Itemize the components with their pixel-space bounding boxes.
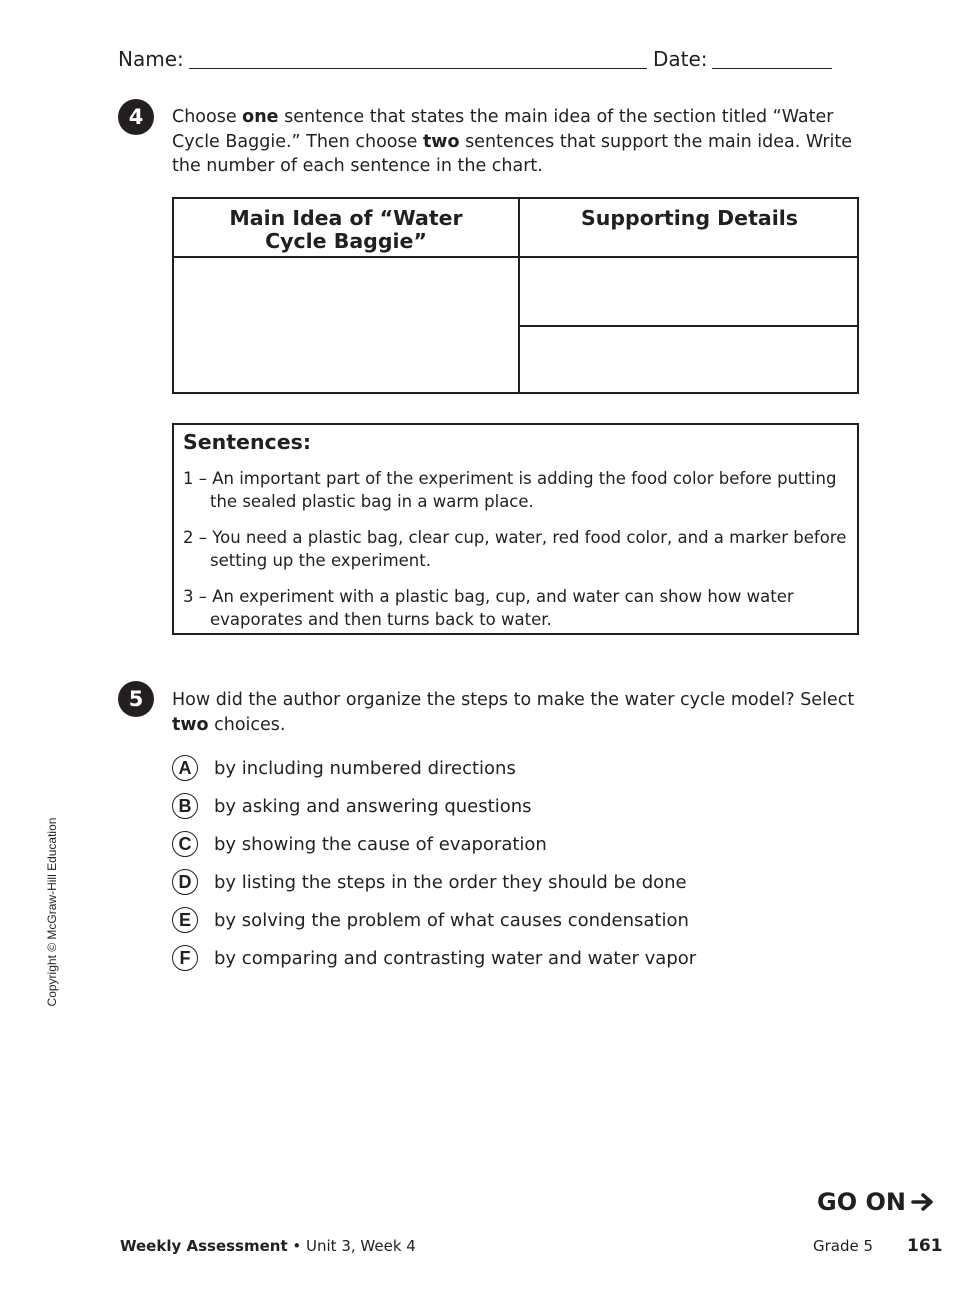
copyright-notice: Copyright © McGraw-Hill Education — [45, 817, 59, 1007]
page-number: 161 — [907, 1236, 943, 1256]
supporting-detail-cell-2[interactable] — [520, 327, 857, 392]
choice-d-text: by listing the steps in the order they should be done — [214, 871, 687, 893]
arrow-right-icon — [911, 1192, 935, 1212]
choice-c-text: by showing the cause of evaporation — [214, 833, 547, 855]
choice-a-bubble[interactable]: A — [172, 755, 198, 781]
main-idea-chart — [172, 197, 859, 394]
footer-unit-week: • Unit 3, Week 4 — [292, 1237, 416, 1255]
question-4-prompt: Choose one sentence that states the main idea of the section titled “Water Cycle Baggie.” Then choose two sentences that support the main idea. Write the number of each sentence in the chart. — [172, 107, 853, 176]
choice-e-text: by solving the problem of what causes condensation — [214, 909, 689, 931]
sentence-2: 2 – You need a plastic bag, clear cup, water, red food color, and a marker before setting up the experiment. — [183, 528, 847, 570]
choice-d[interactable] — [172, 867, 687, 897]
footer-assessment-info — [120, 1236, 416, 1256]
sentence-3: 3 – An experiment with a plastic bag, cup, and water can show how water evaporates and then turns back to water. — [183, 587, 794, 629]
choice-c-bubble[interactable]: C — [172, 831, 198, 857]
chart-header-main-idea: Main Idea of “Water Cycle Baggie” — [229, 206, 463, 253]
name-label: Name: — [118, 47, 184, 71]
question-5-prompt: How did the author organize the steps to make the water cycle model? Select two choices. — [172, 690, 855, 735]
sentences-title: Sentences: — [183, 430, 312, 454]
go-on-label: GO ON — [817, 1188, 906, 1216]
choice-b-bubble[interactable]: B — [172, 793, 198, 819]
footer-grade: Grade 5 — [813, 1237, 874, 1255]
date-field[interactable] — [712, 68, 832, 69]
choice-f-bubble[interactable]: F — [172, 945, 198, 971]
sentences-box — [172, 423, 859, 635]
footer-assessment-title: Weekly Assessment — [120, 1237, 288, 1255]
choice-e[interactable] — [172, 905, 689, 935]
chart-header-supporting-details: Supporting Details — [581, 206, 798, 230]
choice-a-text: by including numbered directions — [214, 757, 516, 779]
choice-f-text: by comparing and contrasting water and water vapor — [214, 947, 697, 969]
supporting-detail-cell-1[interactable] — [520, 258, 857, 325]
choice-c[interactable] — [172, 829, 547, 859]
date-label: Date: — [653, 47, 708, 71]
choice-f[interactable] — [172, 943, 696, 973]
go-on-indicator — [817, 1188, 935, 1216]
main-idea-answer-cell[interactable] — [174, 258, 518, 392]
question-5-number: 5 — [118, 681, 154, 717]
choice-d-bubble[interactable]: D — [172, 869, 198, 895]
question-4-number: 4 — [118, 99, 154, 135]
choice-a[interactable] — [172, 753, 516, 783]
choice-b-text: by asking and answering questions — [214, 795, 532, 817]
sentence-1: 1 – An important part of the experiment is adding the food color before putting the sealed plastic bag in a warm place. — [183, 469, 837, 511]
choice-e-bubble[interactable]: E — [172, 907, 198, 933]
choice-b[interactable] — [172, 791, 532, 821]
name-field[interactable] — [189, 68, 647, 69]
